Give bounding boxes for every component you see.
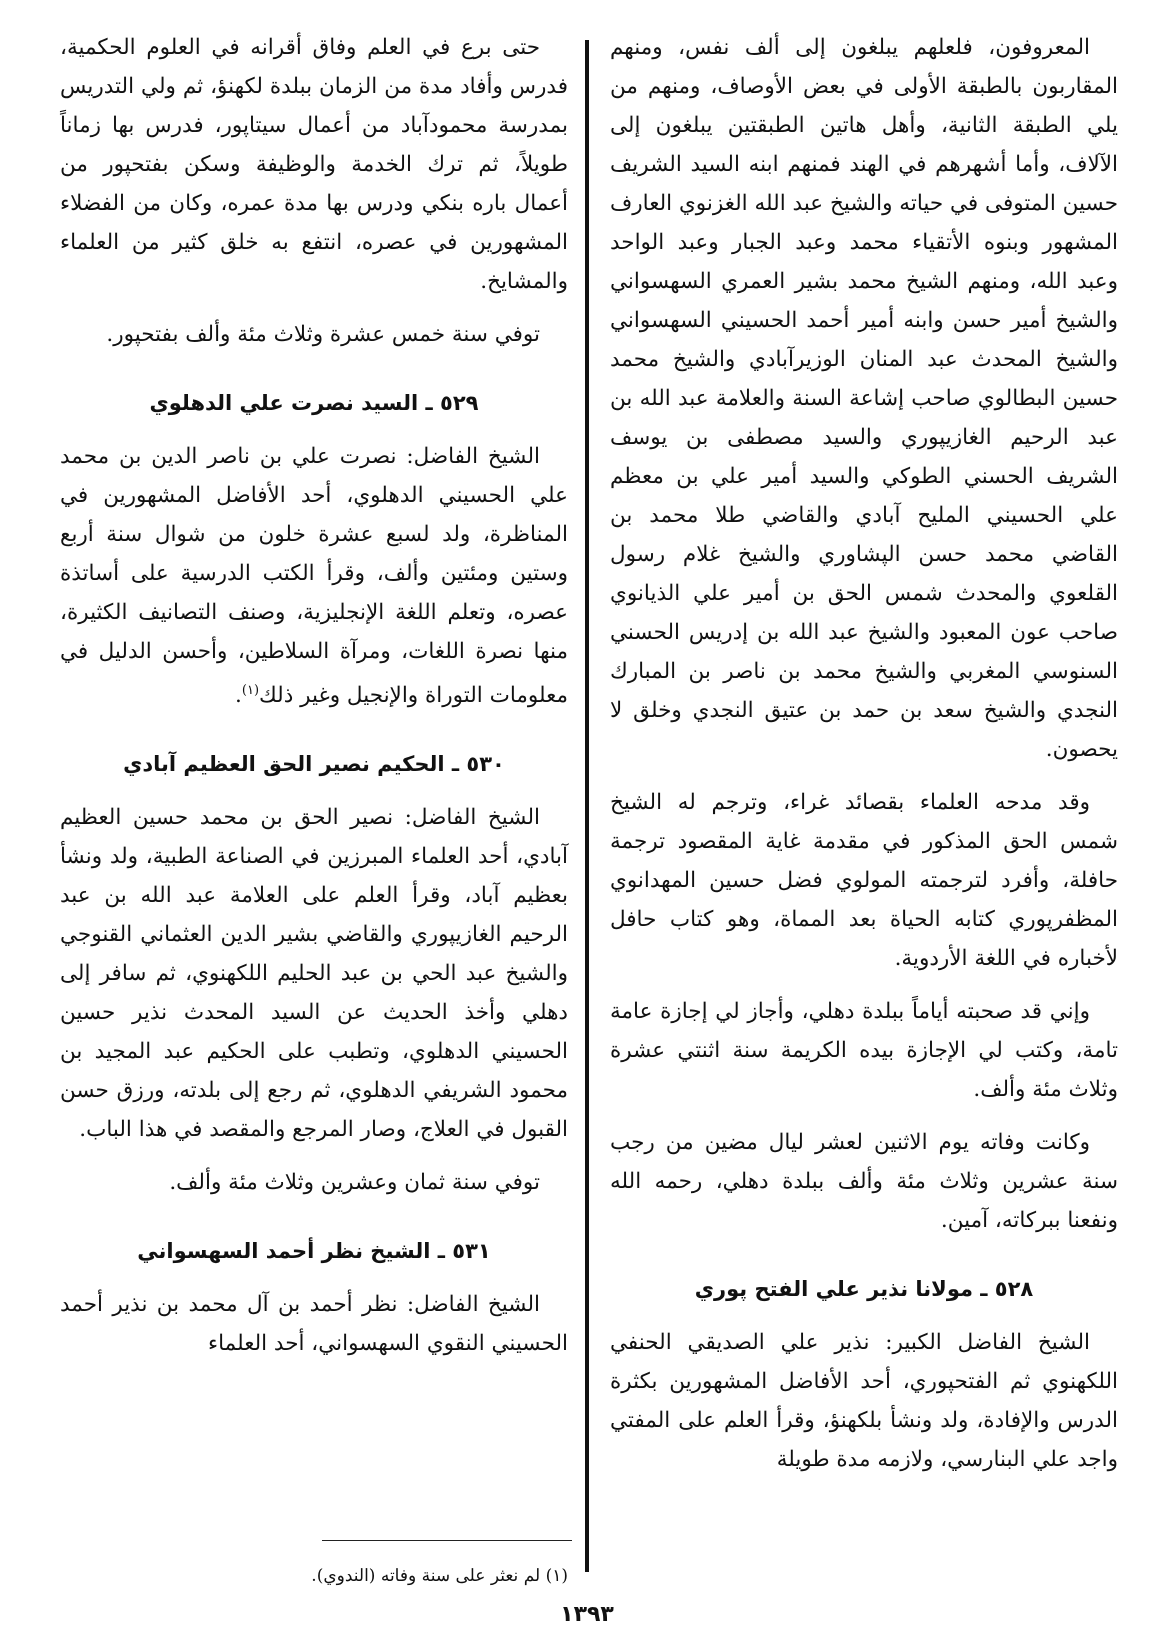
entry-heading-530: ٥٣٠ ـ الحكيم نصير الحق العظيم آبادي <box>123 752 505 777</box>
paragraph: توفي سنة ثمان وعشرين وثلاث مئة وألف. <box>169 1170 540 1196</box>
paragraph: وإني قد صحبته أياماً ببلدة دهلي، وأجاز لي إجازة عامة تامة، وكتب لي الإجازة بيده الكريمة سنة اثنتي عشرة وثلاث مئة وألف. <box>610 999 1118 1102</box>
paragraph: وقد مدحه العلماء بقصائد غراء، وترجم له الشيخ شمس الحق المذكور في مقدمة غاية المقصود ترجمة حافلة، وأفرد لترجمته المولوي فضل حسين المهدانوي المظفرپوري كتابه الحياة بعد المماة، وهو كتاب حافل لأخباره في اللغة الأردوية. <box>610 790 1118 971</box>
paragraph: وكانت وفاته يوم الاثنين لعشر ليال مضين من رجب سنة عشرين وثلاث مئة وألف ببلدة دهلي، رحمه الله ونفعنا ببركاته، آمين. <box>610 1130 1118 1233</box>
column-divider <box>585 40 589 1572</box>
page-number: ١٣٩٣ <box>560 1602 614 1627</box>
paragraph: الشيخ الفاضل: نظر أحمد بن آل محمد بن نذير أحمد الحسيني النقوي السهسواني، أحد العلماء <box>60 1292 568 1357</box>
paragraph: المعروفون، فلعلهم يبلغون إلى ألف نفس، ومنهم المقاربون بالطبقة الأولى في بعض الأوصاف، ومنهم من يلي الطبقة الثانية، وأهل هاتين الطبقتين يبلغون إلى الآلاف، وأما أشهرهم في الهند فمنهم ابنه السيد الشريف حسين المتوفى في حياته والشيخ عبد الله الغزنوي العارف المشهور وبنوه الأتقياء محمد وعبد الجبار وعبد الواحد وعبد الله، ومنهم الشيخ محمد بشير العمري السهسواني والشيخ أمير حسن وابنه أمير أحمد الحسيني السهسواني والشيخ المحدث عبد المنان الوزيرآبادي والشيخ محمد حسين البطالوي صاحب إشاعة السنة والعلامة عبد الله بن عبد الرحيم الغازيپوري والسيد مصطفى بن يوسف الشريف الحسني الطوكي والسيد أمير علي بن معظم علي الحسيني المليح آبادي والقاضي طلا محمد بن القاضي محمد حسن الپشاوري والشيخ غلام رسول القلعوي والمحدث شمس الحق بن أمير علي الذيانوي صاحب عون المعبود والشيخ عبد الله بن إدريس الحسني السنوسي المغربي والشيخ محمد بن ناصر بن المبارك النجدي والشيخ سعد بن حمد بن عتيق النجدي وخلق لا يحصون. <box>610 35 1118 762</box>
paragraph-end: . <box>235 683 242 709</box>
entry-heading-528: ٥٢٨ ـ مولانا نذير علي الفتح پوري <box>694 1277 1034 1301</box>
paragraph: توفي سنة خمس عشرة وثلاث مئة وألف بفتحپور. <box>106 322 540 347</box>
paragraph-text: الشيخ الفاضل: نصرت علي بن ناصر الدين بن محمد علي الحسيني الدهلوي، أحد الأفاضل المشهورين في المناظرة، ولد لسبع عشرة خلون من شوال سنة أربع وستين ومئتين وألف، وقرأ الكتب الدرسية على أساتذة عصره، وتعلم اللغة الإنجليزية، وصنف التصانيف الكثيرة، منها نصرة اللغات، ومرآة السلاطين، وأحسن الدليل في معلومات التوراة والإنجيل وغير ذلك <box>60 444 568 709</box>
paragraph: الشيخ الفاضل: نصير الحق بن محمد حسين العظيم آبادي، أحد العلماء المبرزين في الصناعة الطبية، ولد ونشأ بعظيم آباد، وقرأ العلم على العلامة عبد الله بن عبد الرحيم الغازيپوري والقاضي بشير الدين العثماني القنوجي والشيخ عبد الحي بن عبد الحليم اللكهنوي، ثم سافر إلى دهلي وأخذ الحديث عن السيد المحدث نذير حسين الحسيني الدهلوي، وتطبب على الحكيم عبد المجيد بن محمود الشريفي الدهلوي، ثم رجع إلى بلدته، ورزق حسن القبول في العلاج، وصار المرجع والمقصد في هذا الباب. <box>60 805 568 1143</box>
footnote-rule <box>322 1540 572 1541</box>
footnote-reference[interactable]: (١) <box>241 683 260 698</box>
entry-heading-529: ٥٢٩ ـ السيد نصرت علي الدهلوي <box>149 391 479 415</box>
paragraph: الشيخ الفاضل الكبير: نذير علي الصديقي الحنفي اللكهنوي ثم الفتحپوري، أحد الأفاضل المشهورين بكثرة الدرس والإفادة، ولد ونشأ بلكهنؤ، وقرأ العلم على المفتي واجد علي البنارسي، ولازمه مدة طويلة <box>610 1330 1118 1472</box>
footnote: (١) لم نعثر على سنة وفاته (الندوي). <box>311 1566 568 1586</box>
entry-heading-531: ٥٣١ ـ الشيخ نظر أحمد السهسواني <box>137 1239 491 1264</box>
paragraph <box>60 437 568 715</box>
right-column <box>610 28 1118 1493</box>
left-column <box>60 28 568 1377</box>
paragraph: حتى برع في العلم وفاق أقرانه في العلوم الحكمية، فدرس وأفاد مدة من الزمان ببلدة لكهنؤ، ثم ولي التدريس بمدرسة محمودآباد من أعمال سيتاپور، فدرس بها زماناً طويلاً، ثم ترك الخدمة والوظيفة وسكن بفتحپور من أعمال باره بنكي ودرس بها مدة عمره، وكان من الفضلاء المشهورين في عصره، انتفع به خلق كثير من العلماء والمشايخ. <box>60 35 568 294</box>
